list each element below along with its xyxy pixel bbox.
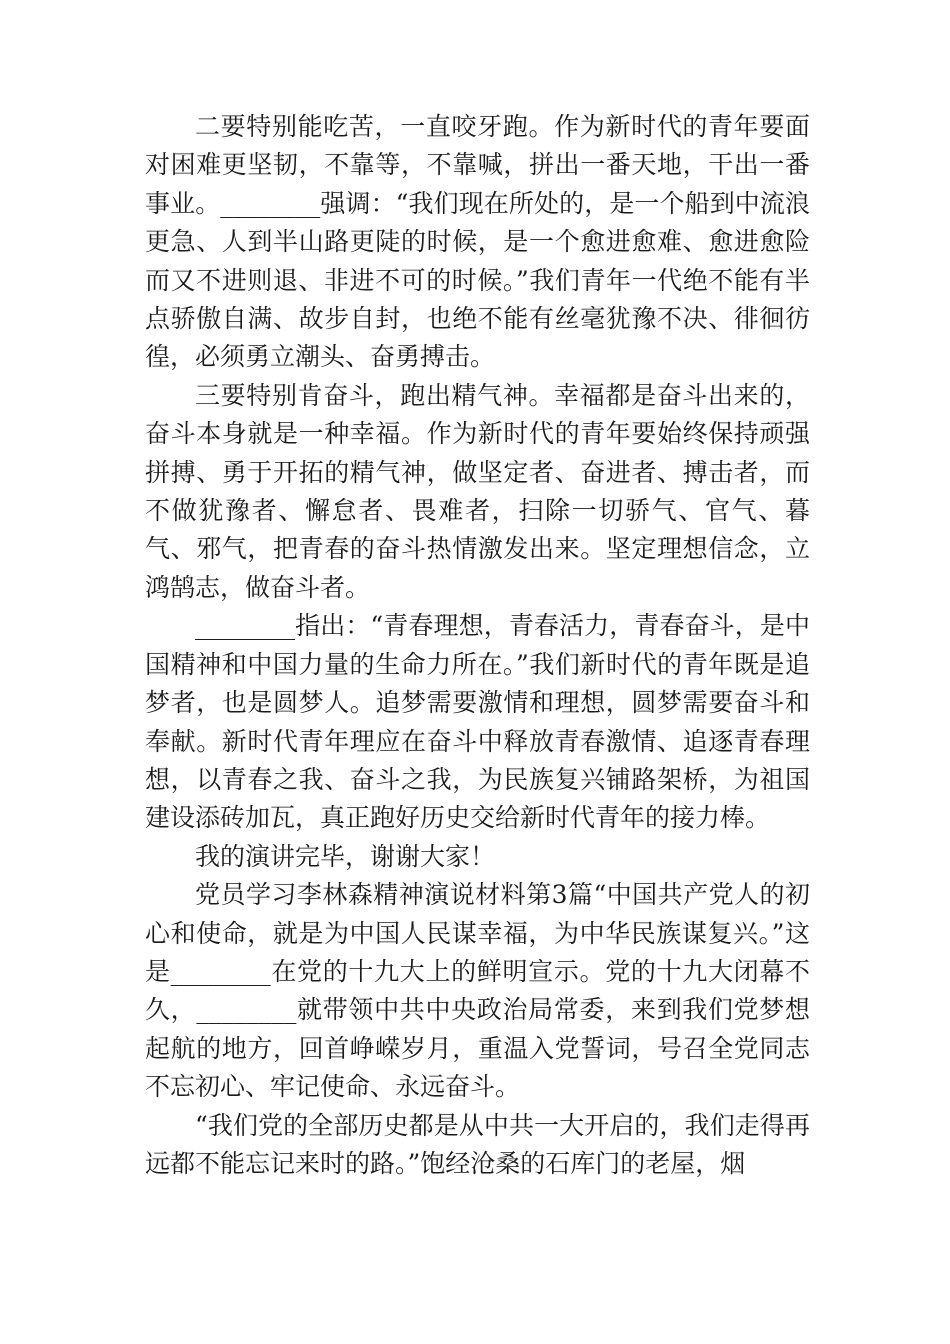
paragraph-article-3: 党员学习李林森精神演说材料第3篇“中国共产党人的初心和使命，就是为中国人民谋幸福，为中华民族谋复兴。”这是________在党的十九大上的鲜明宣示。党的十九大闭幕不久，________就带领中共中央政治局常委，来到我们党梦想起航的地方，回首峥嵘岁月，重温入党誓词，号召全党同志不忘初心、牢记使命、永远奋斗。: [145, 880, 810, 1102]
paragraph-closing: 我的演讲完毕，谢谢大家！: [195, 841, 496, 871]
paragraph-youth-ideals: ________指出：“青春理想，青春活力，青春奋斗，是中国精神和中国力量的生命力所在。”我们新时代的青年既是追梦者，也是圆梦人。追梦需要激情和理想，圆梦需要奋斗和奉献。新时代青年理应在奋斗中释放青春激情、追逐青春理想，以青春之我、奋斗之我，为民族复兴铺路架桥，为祖国建设添砖加瓦，真正跑好历史交给新时代青年的接力棒。: [145, 611, 810, 833]
paragraph-work-hard: 二要特别能吃苦，一直咬牙跑。作为新时代的青年要面对困难更坚韧，不靠等，不靠喊，拼出一番天地，干出一番事业。________强调：“我们现在所处的，是一个船到中流浪更急、人到半山路更陡的时候，是一个愈进愈难、愈进愈险而又不进则退、非进不可的时候。”我们青年一代绝不能有半点骄傲自满、故步自封，也绝不能有丝毫犹豫不决、徘徊彷徨，必须勇立潮头、奋勇搏击。: [145, 112, 810, 372]
document-page: [145, 108, 810, 1183]
paragraph-party-history: “我们党的全部历史都是从中共一大开启的，我们走得再远都不能忘记来时的路。”饱经沧桑的石库门的老屋，烟: [145, 1110, 810, 1178]
paragraph-strive: 三要特别肯奋斗，跑出精气神。幸福都是奋斗出来的，奋斗本身就是一种幸福。作为新时代的青年要始终保持顽强拼搏、勇于开拓的精气神，做坚定者、奋进者、搏击者，而不做犹豫者、懈怠者、畏难者，扫除一切骄气、官气、暮气、邪气，把青春的奋斗热情激发出来。坚定理想信念，立鸿鹄志，做奋斗者。: [145, 380, 810, 602]
